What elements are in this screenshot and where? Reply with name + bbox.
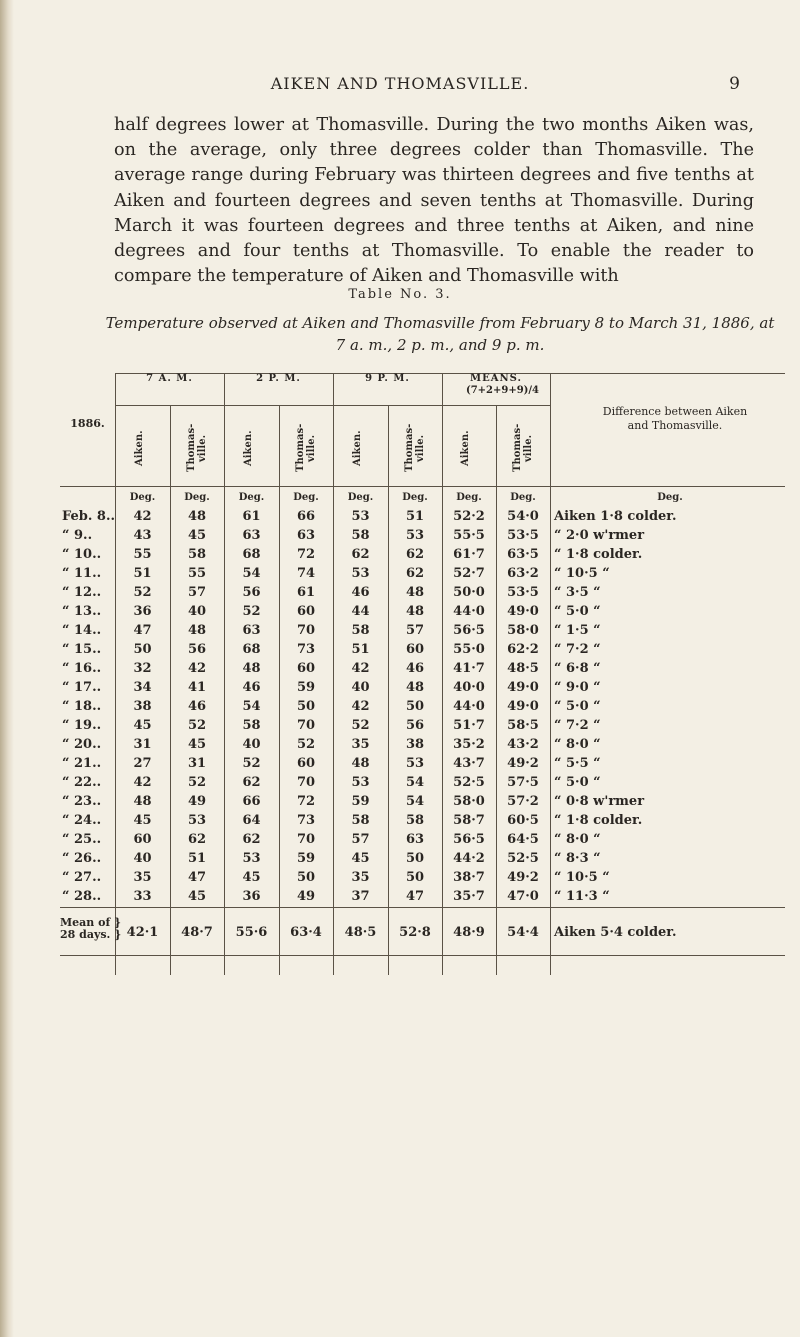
means-formula: (7+2+9+9)/4 xyxy=(465,385,540,396)
table-cell: 35 xyxy=(133,870,152,885)
table-cell: 49·2 xyxy=(507,756,539,771)
unit-label: Deg. xyxy=(184,492,210,503)
table-cell: 31 xyxy=(187,756,207,771)
table-cell: 34 xyxy=(133,680,152,695)
table-cell: 44 xyxy=(351,604,370,619)
row-date: “ 26.. xyxy=(62,851,102,866)
body-paragraph: half degrees lower at Thomasville. During the two months Aiken was, on the average, only three degrees colder than Thomasville. The average range during February was thirteen degrees and five tenths at Aiken and fourteen degrees and seven tenths at Thomasville. During March it was fourteen degrees and three tenths at Aiken, and nine degrees and four tenths at Thomasville. To enable the reader to compare the temperature of Aiken and Thomasville with xyxy=(114,115,754,287)
table-cell: 62 xyxy=(405,547,425,562)
table-cell: 48 xyxy=(187,509,207,524)
table-row xyxy=(60,585,785,604)
table-cell: 35·7 xyxy=(453,889,485,904)
table-cell: 53 xyxy=(242,851,261,866)
table-caption: Table No. 3. xyxy=(348,287,452,302)
table-cell: 41·7 xyxy=(453,661,485,676)
row-difference: “ 8·0 “ xyxy=(554,737,601,752)
table-cell: 60 xyxy=(405,642,425,657)
table-cell: 36 xyxy=(242,889,261,904)
unit-label: Deg. xyxy=(657,492,683,503)
table-cell: 50 xyxy=(296,870,316,885)
table-cell: 58 xyxy=(351,623,370,638)
table-cell: 62 xyxy=(242,832,261,847)
row-date: “ 9.. xyxy=(62,528,93,543)
col-aiken: Aiken. xyxy=(352,430,363,466)
unit-label: Deg. xyxy=(129,492,156,503)
table-cell: 56 xyxy=(187,642,207,657)
table-cell: 45 xyxy=(133,813,152,828)
table-cell: 47 xyxy=(133,623,152,638)
table-cell: 45 xyxy=(242,870,261,885)
table-cell: 53·5 xyxy=(507,528,539,543)
table-cell: 40 xyxy=(187,604,207,619)
table-cell: 62 xyxy=(242,775,261,790)
table-cell: 66 xyxy=(242,794,261,809)
rule-bottom xyxy=(60,955,785,956)
table-cell: 44·0 xyxy=(453,699,485,714)
table-cell: 73 xyxy=(296,642,316,657)
table-cell: 51 xyxy=(187,851,207,866)
table-cell: 43·7 xyxy=(453,756,485,771)
col-aiken: Aiken. xyxy=(134,430,145,466)
table-cell: 52·5 xyxy=(453,775,485,790)
row-difference: “ 5·0 “ xyxy=(554,699,601,714)
table-cell: 48·5 xyxy=(507,661,539,676)
page-number: 9 xyxy=(729,74,740,94)
mean-row xyxy=(60,917,785,947)
table-cell: 49·0 xyxy=(507,680,539,695)
table-cell: 68 xyxy=(242,642,261,657)
table-cell: 50·0 xyxy=(453,585,485,600)
col-thomasville: Thomas-ville. xyxy=(186,423,208,473)
table-cell: 55·5 xyxy=(453,528,485,543)
temperature-table xyxy=(60,365,785,985)
table-row xyxy=(60,661,785,680)
table-cell: 48 xyxy=(187,623,207,638)
row-difference: “ 7·2 “ xyxy=(554,718,601,733)
unit-label: Deg. xyxy=(293,492,319,503)
row-difference: “ 2·0 w'rmer xyxy=(554,528,645,543)
table-cell: 51 xyxy=(133,566,152,581)
row-difference: “ 3·5 “ xyxy=(554,585,601,600)
table-cell: 52 xyxy=(133,585,152,600)
table-cell: 42 xyxy=(133,509,152,524)
row-difference: “ 5·0 “ xyxy=(554,775,601,790)
table-cell: 37 xyxy=(351,889,370,904)
units-row xyxy=(60,492,785,508)
table-cell: 38 xyxy=(405,737,425,752)
table-row xyxy=(60,528,785,547)
row-date: “ 10.. xyxy=(62,547,102,562)
row-difference: “ 6·8 “ xyxy=(554,661,601,676)
diff-header: Difference between Aiken and Thomasville. xyxy=(602,405,748,432)
table-cell: 58 xyxy=(351,528,370,543)
table-cell: 38·7 xyxy=(453,870,485,885)
group-2pm: 2 P. M. xyxy=(256,373,301,384)
table-cell: 70 xyxy=(296,623,316,638)
table-cell: 35 xyxy=(351,870,370,885)
unit-label: Deg. xyxy=(456,492,482,503)
table-cell: 56 xyxy=(242,585,261,600)
table-cell: 63 xyxy=(296,528,316,543)
table-row xyxy=(60,718,785,737)
table-cell: 57·2 xyxy=(507,794,539,809)
table-cell: 33 xyxy=(133,889,152,904)
table-cell: 48 xyxy=(351,756,370,771)
table-cell: 38 xyxy=(133,699,152,714)
table-row xyxy=(60,851,785,870)
table-cell: 72 xyxy=(296,547,316,562)
table-cell: 57 xyxy=(187,585,207,600)
table-cell: 58 xyxy=(187,547,207,562)
table-cell: 49·0 xyxy=(507,604,539,619)
row-difference: “ 9·0 “ xyxy=(554,680,601,695)
row-date: Feb. 8.. xyxy=(62,509,116,524)
table-cell: 52 xyxy=(296,737,316,752)
table-row xyxy=(60,889,785,908)
table-cell: 59 xyxy=(296,680,316,695)
table-cell: 51·7 xyxy=(453,718,485,733)
table-row xyxy=(60,509,785,528)
table-cell: 57 xyxy=(405,623,425,638)
table-cell: 61·7 xyxy=(453,547,485,562)
table-cell: 59 xyxy=(296,851,316,866)
col-thomasville: Thomas-ville. xyxy=(512,423,534,473)
table-row xyxy=(60,794,785,813)
running-head: AIKEN AND THOMASVILLE. xyxy=(270,74,530,93)
row-difference: “ 1·5 “ xyxy=(554,623,601,638)
table-cell: 53 xyxy=(187,813,207,828)
unit-label: Deg. xyxy=(238,492,265,503)
row-difference: “ 7·2 “ xyxy=(554,642,601,657)
col-thomasville: Thomas-ville. xyxy=(404,423,426,473)
table-cell: 44·0 xyxy=(453,604,485,619)
table-row xyxy=(60,642,785,661)
mean-label-line2: 28 days. } xyxy=(60,928,122,941)
table-row xyxy=(60,566,785,585)
mean-cell: 48·9 xyxy=(453,925,485,940)
table-row xyxy=(60,756,785,775)
table-cell: 53 xyxy=(351,775,370,790)
group-7am: 7 A. M. xyxy=(146,373,193,384)
mean-cell: 55·6 xyxy=(235,925,268,940)
mean-cell: 63·4 xyxy=(290,925,322,940)
table-cell: 56·5 xyxy=(453,623,485,638)
table-cell: 53·5 xyxy=(507,585,539,600)
row-date: “ 17.. xyxy=(62,680,102,695)
table-cell: 58 xyxy=(405,813,425,828)
table-cell: 53 xyxy=(405,528,425,543)
mean-cell: 52·8 xyxy=(399,925,431,940)
table-cell: 58·0 xyxy=(453,794,485,809)
row-difference: “ 11·3 “ xyxy=(554,889,610,904)
unit-label: Deg. xyxy=(402,492,428,503)
table-cell: 55 xyxy=(187,566,207,581)
table-cell: 72 xyxy=(296,794,316,809)
row-date: “ 19.. xyxy=(62,718,102,733)
table-row xyxy=(60,737,785,756)
table-cell: 42 xyxy=(133,775,152,790)
table-cell: 49 xyxy=(296,889,316,904)
table-cell: 52·5 xyxy=(507,851,539,866)
table-cell: 45 xyxy=(187,737,207,752)
table-cell: 48 xyxy=(405,680,425,695)
row-difference: “ 10·5 “ xyxy=(554,566,610,581)
table-row xyxy=(60,547,785,566)
table-cell: 62·2 xyxy=(507,642,539,657)
table-cell: 40 xyxy=(133,851,152,866)
table-cell: 64 xyxy=(242,813,261,828)
table-cell: 53 xyxy=(405,756,425,771)
table-cell: 36 xyxy=(133,604,152,619)
unit-label: Deg. xyxy=(510,492,536,503)
table-cell: 32 xyxy=(133,661,152,676)
table-cell: 63 xyxy=(242,623,261,638)
year-label: 1886. xyxy=(70,417,105,430)
table-cell: 70 xyxy=(296,832,316,847)
table-cell: 52 xyxy=(187,718,207,733)
table-cell: 58·7 xyxy=(453,813,485,828)
row-difference: Aiken 1·8 colder. xyxy=(554,509,677,524)
table-cell: 63·2 xyxy=(507,566,539,581)
table-cell: 46 xyxy=(351,585,370,600)
table-cell: 47·0 xyxy=(507,889,539,904)
table-cell: 42 xyxy=(187,661,207,676)
table-cell: 35 xyxy=(351,737,370,752)
table-cell: 48 xyxy=(405,604,425,619)
table-cell: 50 xyxy=(405,851,425,866)
table-row xyxy=(60,832,785,851)
table-cell: 46 xyxy=(187,699,207,714)
table-cell: 54·0 xyxy=(507,509,539,524)
table-row xyxy=(60,870,785,889)
row-date: “ 15.. xyxy=(62,642,102,657)
table-cell: 50 xyxy=(405,699,425,714)
table-cell: 51 xyxy=(351,642,370,657)
row-date: “ 27.. xyxy=(62,870,102,885)
table-cell: 40 xyxy=(351,680,370,695)
table-cell: 52 xyxy=(187,775,207,790)
row-date: “ 11.. xyxy=(62,566,102,581)
row-date: “ 23.. xyxy=(62,794,102,809)
row-difference: “ 8·0 “ xyxy=(554,832,601,847)
table-cell: 40·0 xyxy=(453,680,485,695)
row-difference: “ 10·5 “ xyxy=(554,870,610,885)
mean-cell: 48·5 xyxy=(344,925,377,940)
table-cell: 55·0 xyxy=(453,642,485,657)
table-cell: 61 xyxy=(296,585,316,600)
table-cell: 47 xyxy=(405,889,425,904)
row-date: “ 25.. xyxy=(62,832,102,847)
row-date: “ 12.. xyxy=(62,585,102,600)
rule-header xyxy=(60,486,785,487)
table-cell: 42 xyxy=(351,661,370,676)
table-cell: 56·5 xyxy=(453,832,485,847)
table-cell: 58 xyxy=(351,813,370,828)
row-date: “ 28.. xyxy=(62,889,102,904)
table-cell: 62 xyxy=(187,832,207,847)
table-cell: 58 xyxy=(242,718,261,733)
row-difference: “ 0·8 w'rmer xyxy=(554,794,645,809)
group-9pm: 9 P. M. xyxy=(365,373,410,384)
table-cell: 63 xyxy=(242,528,261,543)
table-cell: 43 xyxy=(133,528,152,543)
table-cell: 74 xyxy=(296,566,316,581)
table-cell: 50 xyxy=(133,642,152,657)
table-cell: 57 xyxy=(351,832,370,847)
table-cell: 54 xyxy=(405,794,425,809)
table-cell: 54 xyxy=(242,566,261,581)
table-cell: 52 xyxy=(242,604,261,619)
table-cell: 58·0 xyxy=(507,623,539,638)
table-subtitle: Temperature observed at Aiken and Thomasville from February 8 to March 31, 1886, at 7 a. m., 2 p. m., and 9 p. m. xyxy=(105,314,775,354)
table-row xyxy=(60,623,785,642)
row-difference: “ 5·0 “ xyxy=(554,604,601,619)
table-cell: 47 xyxy=(187,870,207,885)
mean-label xyxy=(60,916,122,941)
table-cell: 53 xyxy=(351,566,370,581)
table-cell: 35·2 xyxy=(453,737,485,752)
row-date: “ 14.. xyxy=(62,623,102,638)
table-cell: 64·5 xyxy=(507,832,539,847)
table-cell: 56 xyxy=(405,718,425,733)
table-row xyxy=(60,813,785,832)
table-cell: 55 xyxy=(133,547,152,562)
table-cell: 60 xyxy=(296,756,316,771)
table-cell: 70 xyxy=(296,718,316,733)
group-means: MEANS. xyxy=(470,373,522,384)
table-cell: 54 xyxy=(405,775,425,790)
page-edge xyxy=(0,0,14,1337)
table-row xyxy=(60,699,785,718)
table-cell: 40 xyxy=(242,737,261,752)
table-cell: 43·2 xyxy=(507,737,539,752)
table-cell: 52 xyxy=(351,718,370,733)
row-date: “ 24.. xyxy=(62,813,102,828)
table-cell: 60 xyxy=(296,604,316,619)
unit-label: Deg. xyxy=(347,492,374,503)
row-difference: “ 1·8 colder. xyxy=(554,813,643,828)
col-thomasville: Thomas-ville. xyxy=(295,423,317,473)
table-cell: 46 xyxy=(242,680,261,695)
row-difference: “ 8·3 “ xyxy=(554,851,601,866)
mean-diff: Aiken 5·4 colder. xyxy=(554,925,677,940)
table-cell: 54 xyxy=(242,699,261,714)
table-cell: 61 xyxy=(242,509,261,524)
table-cell: 49 xyxy=(187,794,207,809)
table-cell: 45 xyxy=(187,528,207,543)
row-date: “ 18.. xyxy=(62,699,102,714)
table-cell: 73 xyxy=(296,813,316,828)
table-cell: 58·5 xyxy=(507,718,539,733)
table-cell: 59 xyxy=(351,794,370,809)
table-cell: 57·5 xyxy=(507,775,539,790)
table-cell: 45 xyxy=(351,851,370,866)
table-cell: 60·5 xyxy=(507,813,539,828)
table-row xyxy=(60,680,785,699)
table-cell: 62 xyxy=(405,566,425,581)
table-cell: 50 xyxy=(405,870,425,885)
table-cell: 51 xyxy=(405,509,425,524)
mean-label-line1: Mean of } xyxy=(60,916,122,929)
table-cell: 52·7 xyxy=(453,566,485,581)
table-cell: 50 xyxy=(296,699,316,714)
row-date: “ 13.. xyxy=(62,604,102,619)
table-cell: 45 xyxy=(133,718,152,733)
table-cell: 63 xyxy=(405,832,425,847)
table-cell: 66 xyxy=(296,509,316,524)
page-header xyxy=(0,74,800,104)
table-cell: 31 xyxy=(133,737,152,752)
table-cell: 48 xyxy=(242,661,261,676)
table-cell: 52 xyxy=(242,756,261,771)
row-difference: “ 1·8 colder. xyxy=(554,547,643,562)
table-cell: 45 xyxy=(187,889,207,904)
table-cell: 44·2 xyxy=(453,851,485,866)
table-cell: 41 xyxy=(187,680,207,695)
table-cell: 49·2 xyxy=(507,870,539,885)
table-cell: 46 xyxy=(405,661,425,676)
table-row xyxy=(60,775,785,794)
row-date: “ 20.. xyxy=(62,737,102,752)
row-difference: “ 5·5 “ xyxy=(554,756,601,771)
table-cell: 48 xyxy=(133,794,152,809)
col-aiken: Aiken. xyxy=(460,430,471,466)
table-cell: 49·0 xyxy=(507,699,539,714)
table-cell: 53 xyxy=(351,509,370,524)
table-cell: 68 xyxy=(242,547,261,562)
table-cell: 70 xyxy=(296,775,316,790)
table-row xyxy=(60,604,785,623)
mean-cell: 48·7 xyxy=(181,925,213,940)
table-cell: 48 xyxy=(405,585,425,600)
row-date: “ 22.. xyxy=(62,775,102,790)
col-aiken: Aiken. xyxy=(243,430,254,466)
mean-cell: 42·1 xyxy=(126,925,159,940)
table-cell: 60 xyxy=(133,832,152,847)
table-cell: 27 xyxy=(133,756,152,771)
row-date: “ 21.. xyxy=(62,756,102,771)
table-cell: 63·5 xyxy=(507,547,539,562)
table-cell: 52·2 xyxy=(453,509,485,524)
row-date: “ 16.. xyxy=(62,661,102,676)
mean-cell: 54·4 xyxy=(507,925,539,940)
table-cell: 60 xyxy=(296,661,316,676)
table-cell: 42 xyxy=(351,699,370,714)
table-cell: 62 xyxy=(351,547,370,562)
